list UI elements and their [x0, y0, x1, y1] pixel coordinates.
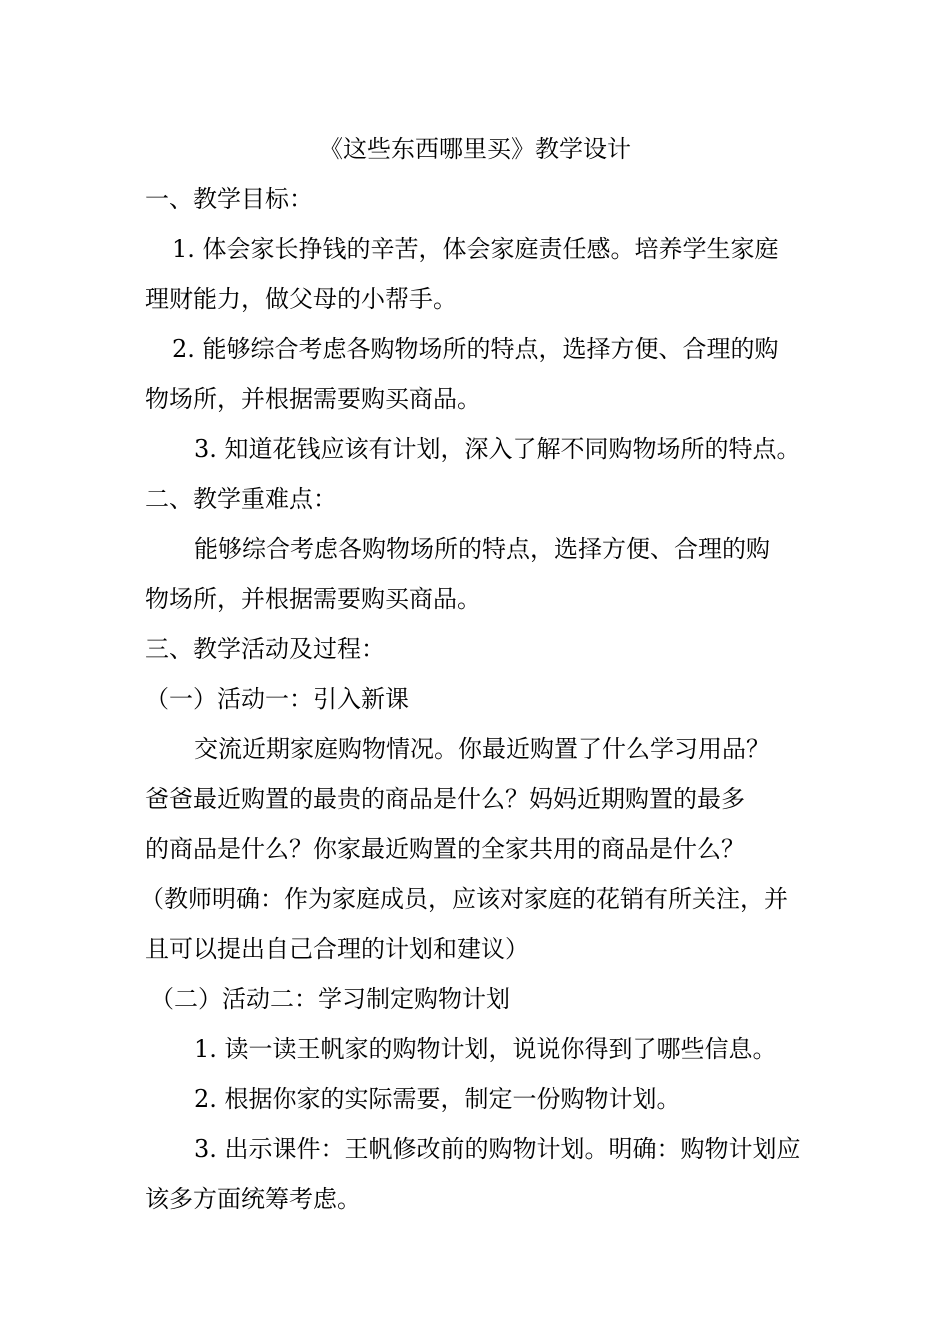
- section-heading-activities: 三、教学活动及过程：: [145, 635, 385, 663]
- activity-2-heading: （二）活动二：学习制定购物计划: [150, 985, 510, 1013]
- activity-2-item-3-line-2: 该多方面统筹考虑。: [145, 1185, 361, 1213]
- activity-1-line-5: 且可以提出自己合理的计划和建议）: [145, 935, 529, 963]
- key-points-line-2: 物场所，并根据需要购买商品。: [145, 585, 481, 613]
- activity-1-line-2: 爸爸最近购置的最贵的商品是什么？妈妈近期购置的最多: [145, 785, 745, 813]
- section-heading-goals: 一、教学目标：: [145, 185, 313, 213]
- section-heading-key-points: 二、教学重难点：: [145, 485, 337, 513]
- activity-1-line-3: 的商品是什么？你家最近购置的全家共用的商品是什么？: [145, 835, 745, 863]
- key-points-line-1: 能够综合考虑各购物场所的特点，选择方便、合理的购: [194, 535, 770, 563]
- activity-2-item-1: 1. 读一读王帆家的购物计划，说说你得到了哪些信息。: [194, 1035, 777, 1063]
- activity-2-item-3-line-1: 3. 出示课件：王帆修改前的购物计划。明确：购物计划应: [194, 1135, 801, 1163]
- goal-3-line-1: 3. 知道花钱应该有计划，深入了解不同购物场所的特点。: [194, 435, 801, 463]
- activity-2-item-2: 2. 根据你家的实际需要，制定一份购物计划。: [194, 1085, 681, 1113]
- goal-2-line-2: 物场所，并根据需要购买商品。: [145, 385, 481, 413]
- goal-1-line-1: 1. 体会家长挣钱的辛苦，体会家庭责任感。培养学生家庭: [172, 235, 779, 263]
- goal-2-line-1: 2. 能够综合考虑各购物场所的特点，选择方便、合理的购: [172, 335, 779, 363]
- activity-1-heading: （一）活动一：引入新课: [145, 685, 409, 713]
- document-title: 《这些东西哪里买》教学设计: [319, 135, 631, 163]
- goal-1-line-2: 理财能力，做父母的小帮手。: [145, 285, 457, 313]
- activity-1-line-4: （教师明确：作为家庭成员，应该对家庭的花销有所关注，并: [140, 885, 788, 913]
- activity-1-line-1: 交流近期家庭购物情况。你最近购置了什么学习用品？: [194, 735, 770, 763]
